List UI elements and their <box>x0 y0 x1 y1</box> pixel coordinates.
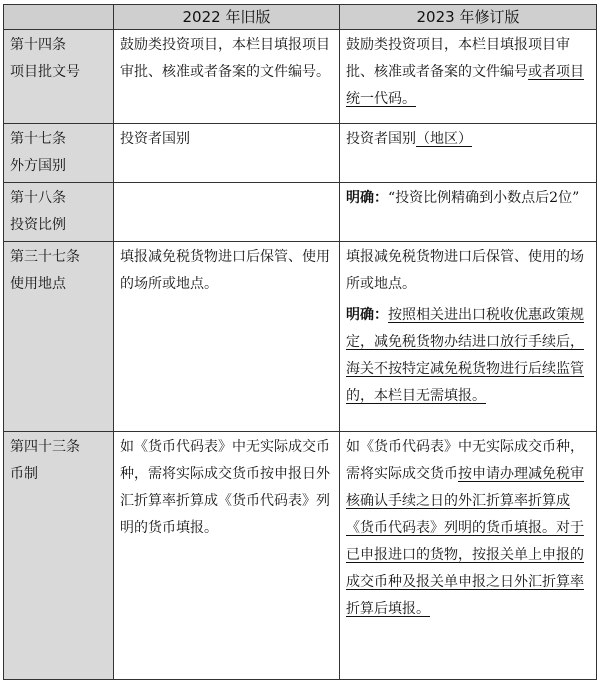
old-text-cell <box>114 183 340 242</box>
old-text: 鼓励类投资项目，本栏目填报项目审批、核准或者备案的文件编号。 <box>120 37 330 80</box>
new-text: “投资比例精确到小数点后2位” <box>388 190 580 206</box>
new-text-cell <box>340 30 597 124</box>
old-text: 填报减免税货物进口后保管、使用的场所或地点。 <box>120 249 330 292</box>
article-number: 第十八条 <box>10 190 66 206</box>
spacer <box>346 298 591 302</box>
new-text-cell <box>340 242 597 432</box>
old-text: 投资者国别 <box>120 131 190 147</box>
article-number: 第四十三条 <box>10 439 80 455</box>
table-row <box>4 124 597 183</box>
old-text-cell <box>114 124 340 183</box>
new-text-underlined: （地区） <box>416 131 472 147</box>
article-cell <box>4 30 114 124</box>
header-new-version: 2023 年修订版 <box>340 5 597 30</box>
table-row <box>4 432 597 680</box>
new-text-cell <box>340 124 597 183</box>
new-text-cell <box>340 183 597 242</box>
table-row <box>4 242 597 432</box>
old-text-cell <box>114 242 340 432</box>
new-text-cell <box>340 432 597 680</box>
table-row <box>4 30 597 124</box>
article-number: 第十四条 <box>10 37 66 53</box>
old-text: 如《货币代码表》中无实际成交币种，需将实际成交货币按申报日外汇折算率折算成《货币代码表》列明的货币填报。 <box>120 439 330 536</box>
new-text-underlined: 或者项目统一代码。 <box>346 64 584 107</box>
header-old-version: 2022 年旧版 <box>114 5 340 30</box>
new-text: 如《货币代码表》中无实际成交币种，需将实际成交货币 <box>346 439 584 482</box>
article-cell <box>4 124 114 183</box>
old-text-cell <box>114 30 340 124</box>
article-number: 第三十七条 <box>10 249 80 265</box>
header-row <box>4 5 597 30</box>
new-text: 填报减免税货物进口后保管、使用的场所或地点。 <box>346 249 584 292</box>
new-text: 投资者国别 <box>346 131 416 147</box>
article-number: 第十七条 <box>10 131 66 147</box>
header-blank <box>4 5 114 30</box>
article-title: 币制 <box>10 466 38 482</box>
comparison-table <box>3 4 597 680</box>
new-text-underlined: 按申请办理减免税审核确认手续之日的外汇折算率折算成《货币代码表》列明的货币填报。对于已申报进口的货物，按报关单上申报的成交币种及报关单申报之日外汇折算率折算后填报。 <box>346 466 584 617</box>
article-title: 项目批文号 <box>10 64 80 80</box>
article-title: 外方国别 <box>10 158 66 174</box>
article-title: 投资比例 <box>10 217 66 233</box>
article-title: 使用地点 <box>10 276 66 292</box>
table-row <box>4 183 597 242</box>
article-cell <box>4 432 114 680</box>
article-cell <box>4 183 114 242</box>
old-text-cell <box>114 432 340 680</box>
clarify-label: 明确： <box>346 190 388 206</box>
new-text-underlined: 按照相关进出口税收优惠政策规定，减免税货物办结进口放行手续后，海关不按特定减免税货物进行后续监管的，本栏目无需填报。 <box>346 307 584 404</box>
new-text: 鼓励类投资项目，本栏目填报项目审批、核准或者备案的文件编号 <box>346 37 570 80</box>
clarify-label: 明确： <box>346 307 388 323</box>
article-cell <box>4 242 114 432</box>
